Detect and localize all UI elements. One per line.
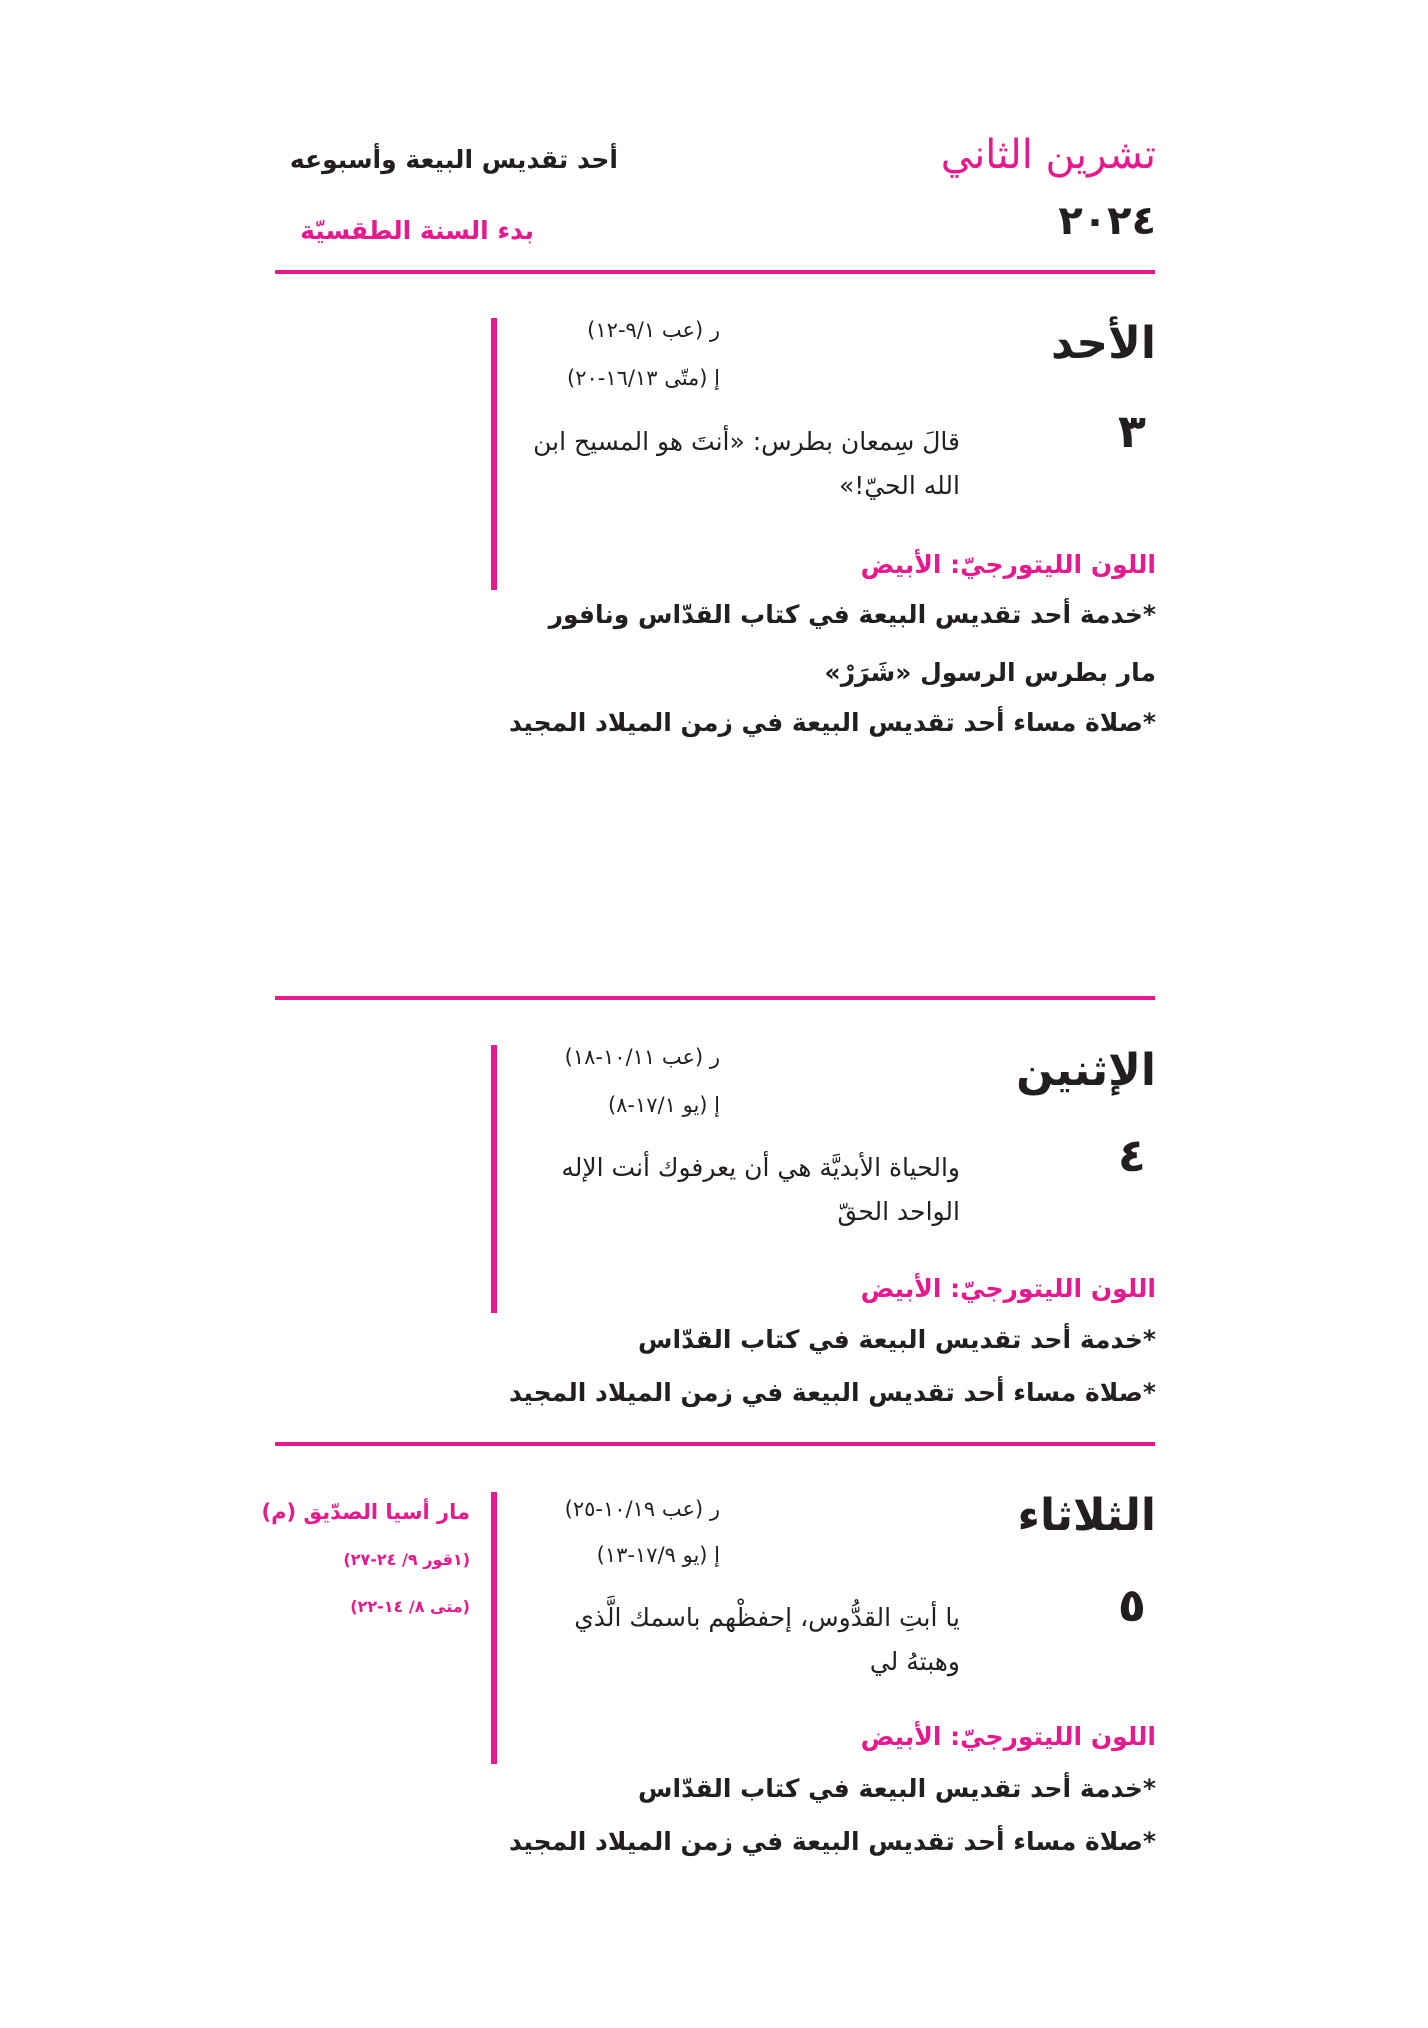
month-title: تشرين الثاني (940, 132, 1156, 178)
reading-gospel: إ (يو ١٧/٩-١٣) (596, 1543, 720, 1567)
day-vertical-rule (491, 1492, 497, 1764)
saint-commemoration: مار أسيا الصدّيق (م) (261, 1500, 470, 1524)
liturgical-color: اللون الليتورجيّ: الأبيض (860, 550, 1156, 579)
day-verse: قالَ سِمعان بطرس: «أنتَ هو المسيح ابن الله الحيّ!» (533, 427, 960, 500)
liturgical-color: اللون الليتورجيّ: الأبيض (860, 1274, 1156, 1303)
day-verse: والحياة الأبديَّة هي أن يعرفوك أنت الإله الواحد الحقّ (561, 1153, 960, 1226)
service-note: *خدمة أحد تقديس البيعة في كتاب القدّاس (638, 1774, 1156, 1803)
day-verse: يا أبتِ القدُّوس، إحفظْهم باسمك الَّذي وهبتهُ لي (574, 1603, 960, 1676)
season-subtitle: بدء السنة الطقسيّة (300, 216, 534, 245)
service-note: *خدمة أحد تقديس البيعة في كتاب القدّاس ونافور (548, 600, 1156, 629)
service-note: *صلاة مساء أحد تقديس البيعة في زمن الميلاد المجيد (508, 1378, 1156, 1407)
reading-epistle: ر (عب ١٠/١٩-٢٥) (564, 1497, 720, 1521)
day-number: ٥ (1117, 1578, 1146, 1632)
reading-gospel: إ (متّى ١٦/١٣-٢٠) (566, 366, 720, 390)
liturgical-color: اللون الليتورجيّ: الأبيض (860, 1722, 1156, 1751)
service-note: *خدمة أحد تقديس البيعة في كتاب القدّاس (638, 1325, 1156, 1354)
day-divider (275, 1442, 1155, 1446)
reading-epistle: ر (عب ٩/١-١٢) (587, 318, 720, 342)
day-name: الأحد (1051, 318, 1156, 369)
saint-reading: (١قور ٩/ ٢٤-٢٧) (343, 1550, 470, 1569)
year: ٢٠٢٤ (1058, 198, 1156, 244)
day-name: الثلاثاء (1017, 1490, 1156, 1541)
occasion-title: أحد تقديس البيعة وأسبوعه (289, 145, 618, 174)
reading-gospel: إ (يو ١٧/١-٨) (607, 1093, 720, 1117)
header-divider (275, 270, 1155, 274)
saint-reading: (متى ٨/ ١٤-٢٢) (350, 1597, 470, 1616)
day-name: الإثنين (1016, 1045, 1156, 1096)
reading-epistle: ر (عب ١٠/١١-١٨) (564, 1045, 720, 1069)
day-divider (275, 996, 1155, 1000)
day-vertical-rule (491, 318, 497, 590)
service-note: مار بطرس الرسول «شَرَرْ» (824, 658, 1156, 687)
day-number: ٣ (1117, 404, 1146, 458)
service-note: *صلاة مساء أحد تقديس البيعة في زمن الميلاد المجيد (508, 708, 1156, 737)
service-note: *صلاة مساء أحد تقديس البيعة في زمن الميلاد المجيد (508, 1827, 1156, 1856)
day-number: ٤ (1117, 1128, 1146, 1182)
day-vertical-rule (491, 1045, 497, 1313)
